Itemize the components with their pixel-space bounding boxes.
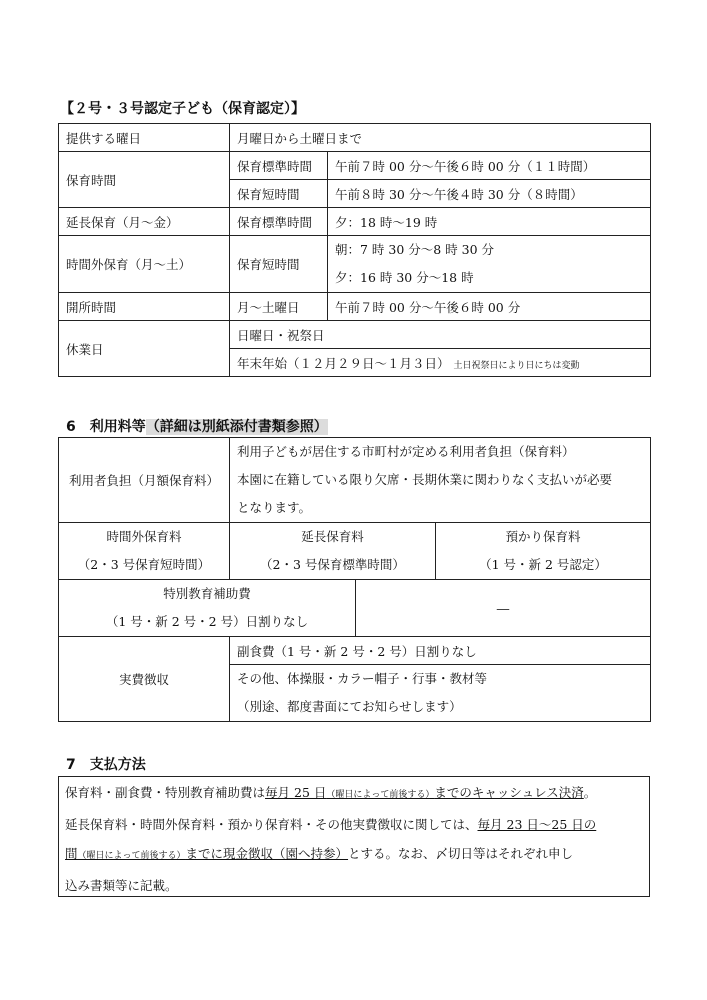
- azukari-fee-title: 預かり保育料: [505, 529, 581, 544]
- short-value: 午前８時 30 分～午後４時 30 分（８時間）: [328, 180, 651, 208]
- open-value: 午前７時 00 分～午後６時 00 分: [328, 293, 651, 321]
- payment-l2-text: 延長保育料・時間外保育料・預かり保育料・その他実費徴収に関しては、: [65, 817, 478, 832]
- payment-l1-end: 。: [583, 785, 597, 800]
- fees-table: [58, 437, 651, 722]
- payment-line-1: [65, 778, 645, 810]
- payment-box: [58, 776, 650, 897]
- special-fee: [59, 580, 356, 637]
- payment-line-4: 込み書類等に記載。: [65, 878, 178, 893]
- ot-label: 時間外保育（月～土）: [59, 236, 230, 293]
- payment-line-2: [65, 810, 645, 839]
- azukari-fee-sub: （1 号・新 2 号認定）: [479, 557, 607, 572]
- payment-l1-date-note: （曜日によって前後する）: [326, 790, 435, 800]
- open-sub: 月～土曜日: [230, 293, 328, 321]
- actual-other: [230, 665, 651, 722]
- payment-l3-text: とする。なお、〆切日等はそれぞれ申し: [348, 846, 574, 861]
- closed-value-1: 日曜日・祝祭日: [230, 321, 651, 349]
- fee-col-overtime: [59, 523, 230, 580]
- ot-value-morning: 朝：7 時 30 分～8 時 30 分: [335, 242, 495, 257]
- ot-value: [328, 236, 651, 293]
- special-fee-value: ―: [356, 580, 651, 637]
- fees-title-prefix: 6 利用料等: [66, 419, 146, 435]
- burden-line-1: 利用子どもが居住する市町村が定める利用者負担（保育料）: [237, 444, 575, 459]
- ot-value-evening: 夕：16 時 30 分～18 時: [335, 270, 474, 285]
- fee-col-azukari: [436, 523, 651, 580]
- hours-label: 保育時間: [59, 152, 230, 208]
- std-label: 保育標準時間: [230, 152, 328, 180]
- section-title-hoiku: 【２号・３号認定子ども（保育認定）】: [60, 101, 305, 117]
- burden-label: 利用者負担（月額保育料）: [59, 438, 230, 523]
- open-label: 開所時間: [59, 293, 230, 321]
- std-value: 午前７時 00 分～午後６時 00 分（１１時間）: [328, 152, 651, 180]
- closed-label: 休業日: [59, 321, 230, 377]
- special-fee-sub: （1 号・新 2 号・2 号）日割りなし: [105, 614, 309, 629]
- ext-sub: 保育標準時間: [230, 208, 328, 236]
- actual-label: 実費徴収: [59, 637, 230, 722]
- fee-col-extended: [230, 523, 436, 580]
- fees-title-shaded: （詳細は別紙添付書類参照）: [145, 419, 328, 435]
- payment-l3-period: 間: [65, 846, 78, 861]
- burden-line-2: 本園に在籍している限り欠席・長期休業に関わりなく支払いが必要: [237, 472, 613, 487]
- burden-line-3: となります。: [237, 500, 312, 515]
- hoiku-table: [58, 123, 651, 377]
- section-title-payment: 7 支払方法: [66, 757, 146, 773]
- special-fee-title: 特別教育補助費: [163, 586, 251, 601]
- payment-l1-method: までのキャッシュレス決済: [434, 785, 584, 800]
- overtime-fee-title: 時間外保育料: [106, 529, 182, 544]
- actual-line-2: その他、体操服・カラー帽子・行事・教材等: [237, 671, 488, 686]
- actual-line-1: 副食費（1 号・新 2 号・2 号）日割りなし: [230, 637, 651, 665]
- payment-l3-method: までに現金徴収（園へ持参）: [185, 846, 349, 861]
- burden-value: [230, 438, 651, 523]
- days-value: 月曜日から土曜日まで: [230, 124, 651, 152]
- closed-note: 土日祝祭日により日にちは変動: [453, 360, 580, 371]
- payment-l1-date-text: 毎月 25 日: [265, 785, 327, 800]
- payment-l1-date: [265, 785, 584, 800]
- payment-l2-date: 毎月 23 日～25 日の: [477, 817, 597, 832]
- payment-l3-underlined: [65, 846, 348, 861]
- closed-value-2: 年末年始（１２月２９日～１月３日）: [237, 355, 450, 371]
- short-label: 保育短時間: [230, 180, 328, 208]
- closed-value-2-cell: [230, 349, 651, 377]
- payment-l1-text: 保育料・副食費・特別教育補助費は: [65, 785, 266, 800]
- overtime-fee-sub: （2・3 号保育短時間）: [77, 557, 211, 572]
- payment-line-3: [65, 839, 645, 871]
- section-title-fees: [66, 416, 328, 436]
- extended-fee-sub: （2・3 号保育標準時間）: [260, 557, 405, 572]
- extended-fee-title: 延長保育料: [301, 529, 364, 544]
- payment-l3-note: （曜日によって前後する）: [77, 851, 186, 861]
- actual-line-3: （別途、都度書面にてお知らせします）: [237, 699, 462, 714]
- ext-label: 延長保育（月～金）: [59, 208, 230, 236]
- ext-value: 夕：18 時～19 時: [328, 208, 651, 236]
- ot-sub: 保育短時間: [230, 236, 328, 293]
- days-label: 提供する曜日: [59, 124, 230, 152]
